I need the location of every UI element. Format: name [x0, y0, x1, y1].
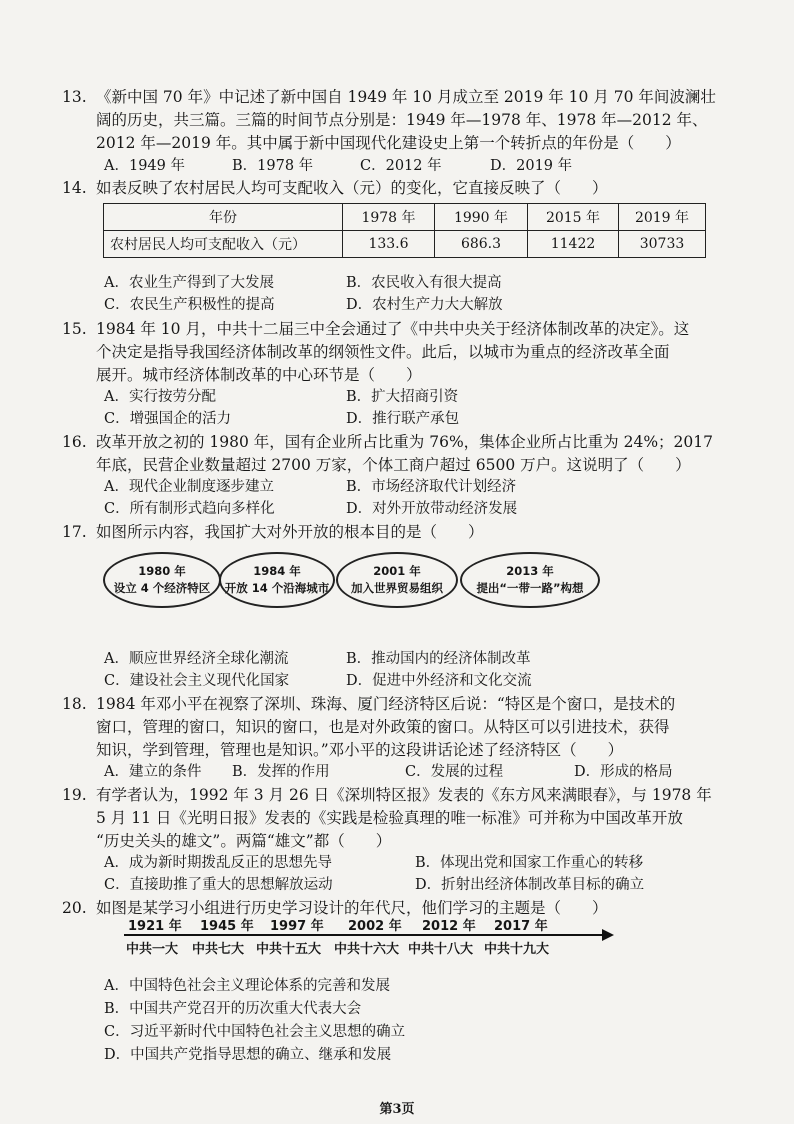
- q16-option-c[interactable]: C．所有制形式趋向多样化: [104, 501, 275, 517]
- q18-number: 18.: [62, 695, 87, 713]
- q15-option-b[interactable]: B．扩大招商引资: [346, 389, 459, 405]
- q16-number: 16.: [62, 433, 87, 451]
- q16-stem-line: 年底，民营企业数量超过 2700 万家，个体工商户超过 6500 万户。这说明了（ ）: [96, 456, 691, 474]
- q15-stem-line: 个决定是指导我国经济体制改革的纲领性文件。此后，以城市为重点的经济改革全面: [96, 343, 670, 361]
- event-ellipse: [336, 552, 458, 608]
- q16-option-b[interactable]: B．市场经济取代计划经济: [346, 479, 517, 495]
- q15-stem-line: 1984 年 10 月，中共十二届三中全会通过了《中共中央关于经济体制改革的决定》。这: [96, 320, 690, 338]
- q17-option-a[interactable]: A．顺应世界经济全球化潮流: [104, 651, 289, 667]
- q14-option-d[interactable]: D．农村生产力大大解放: [346, 297, 503, 313]
- q13-option-b[interactable]: B．1978 年: [232, 158, 314, 174]
- q15-stem-line: 展开。城市经济体制改革的中心环节是（ ）: [96, 366, 422, 384]
- q18-stem-line: 知识，学到管理，管理也是知识。”邓小平的这段讲话论述了经济特区（ ）: [96, 741, 624, 759]
- q19-option-c[interactable]: C．直接助推了重大的思想解放运动: [104, 877, 333, 893]
- event-year: 1980 年: [138, 564, 186, 578]
- timeline-year: 1921 年: [128, 919, 182, 934]
- q14-number: 14.: [62, 179, 87, 197]
- q13-number: 13.: [62, 88, 87, 106]
- event-text: 加入世界贸易组织: [351, 581, 443, 595]
- timeline-arrow-icon: [602, 929, 614, 941]
- table-cell: 2019 年: [619, 204, 706, 231]
- q13-option-a[interactable]: A．1949 年: [104, 158, 185, 174]
- event-year: 2001 年: [373, 564, 421, 578]
- timeline-congress: 中共一大: [126, 942, 179, 957]
- timeline-year: 1945 年: [200, 919, 254, 934]
- event-ellipse: [103, 552, 221, 608]
- q18-option-a[interactable]: A．建立的条件: [104, 764, 202, 780]
- q13-stem-line: 2012 年—2019 年。其中属于新中国现代化建设史上第一个转折点的年份是（ ）: [96, 134, 681, 152]
- q20-option-a[interactable]: A．中国特色社会主义理论体系的完善和发展: [104, 978, 390, 994]
- q18-stem-line: 1984 年邓小平在视察了深圳、珠海、厦门经济特区后说：“特区是个窗口，是技术的: [96, 695, 676, 713]
- q17-stem: 如图所示内容，我国扩大对外开放的根本目的是（ ）: [96, 523, 484, 541]
- q19-option-a[interactable]: A．成为新时期拨乱反正的思想先导: [104, 855, 332, 871]
- table-cell: 2015 年: [528, 204, 619, 231]
- q20-stem: 如图是某学习小组进行历史学习设计的年代尺，他们学习的主题是（ ）: [96, 899, 608, 917]
- event-text: 开放 14 个沿海城市: [224, 581, 330, 595]
- event-ellipse: [460, 552, 600, 608]
- event-ellipse: [219, 552, 335, 608]
- q16-stem-line: 改革开放之初的 1980 年，国有企业所占比重为 76%，集体企业所占比重为 24%；2017: [96, 433, 714, 451]
- q20-option-d[interactable]: D．中国共产党指导思想的确立、继承和发展: [104, 1047, 392, 1063]
- q20-option-c[interactable]: C．习近平新时代中国特色社会主义思想的确立: [104, 1024, 406, 1040]
- table-cell: 农村居民人均可支配收入（元）: [104, 231, 343, 258]
- event-year: 2013 年: [506, 564, 554, 578]
- event-text: 设立 4 个经济特区: [113, 581, 211, 595]
- table-cell: 133.6: [343, 231, 435, 258]
- q15-option-a[interactable]: A．实行按劳分配: [104, 389, 216, 405]
- event-text: 提出“一带一路”构想: [476, 581, 584, 595]
- timeline-axis: [124, 934, 606, 936]
- timeline-year: 2002 年: [348, 919, 402, 934]
- timeline-year: 2017 年: [494, 919, 548, 934]
- q14-stem: 如表反映了农村居民人均可支配收入（元）的变化，它直接反映了（ ）: [96, 179, 608, 197]
- income-table: [103, 203, 706, 258]
- q17-option-c[interactable]: C．建设社会主义现代化国家: [104, 673, 290, 689]
- q18-stem-line: 窗口，管理的窗口，知识的窗口，也是对外政策的窗口。从特区可以引进技术，获得: [96, 718, 670, 736]
- q18-option-b[interactable]: B．发挥的作用: [232, 764, 330, 780]
- timeline-congress: 中共十八大: [408, 942, 474, 957]
- timeline-congress: 中共七大: [192, 942, 245, 957]
- q15-option-c[interactable]: C．增强国企的活力: [104, 411, 232, 427]
- q15-option-d[interactable]: D．推行联产承包: [346, 411, 460, 427]
- table-cell: 686.3: [435, 231, 528, 258]
- q13-option-c[interactable]: C．2012 年: [360, 158, 442, 174]
- q17-option-d[interactable]: D．促进中外经济和文化交流: [346, 673, 532, 689]
- q19-stem-line: 5 月 11 日《光明日报》发表的《实践是检验真理的唯一标准》可并称为中国改革开放: [96, 809, 683, 827]
- page-number: 第3页: [379, 1102, 415, 1117]
- q16-option-a[interactable]: A．现代企业制度逐步建立: [104, 479, 274, 495]
- table-cell: 30733: [619, 231, 706, 258]
- q15-number: 15.: [62, 320, 87, 338]
- event-year: 1984 年: [253, 564, 301, 578]
- timeline-year: 1997 年: [270, 919, 324, 934]
- q19-option-d[interactable]: D．折射出经济体制改革目标的确立: [415, 877, 645, 893]
- q13-stem-line: 阔的历史，共三篇。三篇的时间节点分别是：1949 年—1978 年、1978 年—2012 年、: [96, 111, 708, 129]
- q14-option-a[interactable]: A．农业生产得到了大发展: [104, 275, 274, 291]
- q20-number: 20.: [62, 899, 87, 917]
- table-cell: 年份: [104, 204, 343, 231]
- q19-number: 19.: [62, 786, 87, 804]
- q19-stem-line: “历史关头的雄文”。两篇“雄文”都（ ）: [96, 832, 392, 850]
- q17-option-b[interactable]: B．推动国内的经济体制改革: [346, 651, 531, 667]
- timeline-congress: 中共十五大: [256, 942, 322, 957]
- timeline-congress: 中共十九大: [484, 942, 550, 957]
- q14-option-b[interactable]: B．农民收入有很大提高: [346, 275, 502, 291]
- q18-option-c[interactable]: C．发展的过程: [405, 764, 504, 780]
- table-cell: 11422: [528, 231, 619, 258]
- q19-option-b[interactable]: B．体现出党和国家工作重心的转移: [415, 855, 644, 871]
- q16-option-d[interactable]: D．对外开放带动经济发展: [346, 501, 518, 517]
- timeline-congress: 中共十六大: [334, 942, 400, 957]
- q19-stem-line: 有学者认为，1992 年 3 月 26 日《深圳特区报》发表的《东方风来满眼春》，与 1978 年: [96, 786, 712, 804]
- q20-option-b[interactable]: B．中国共产党召开的历次重大代表大会: [104, 1001, 362, 1017]
- table-cell: 1978 年: [343, 204, 435, 231]
- q14-option-c[interactable]: C．农民生产积极性的提高: [104, 297, 275, 313]
- q18-option-d[interactable]: D．形成的格局: [574, 764, 673, 780]
- q17-number: 17.: [62, 523, 87, 541]
- q13-option-d[interactable]: D．2019 年: [490, 158, 573, 174]
- table-header-row: [104, 204, 706, 231]
- table-row: [104, 231, 706, 258]
- q13-stem-line: 《新中国 70 年》中记述了新中国自 1949 年 10 月成立至 2019 年 10 月 70 年间波澜壮: [96, 88, 716, 106]
- table-cell: 1990 年: [435, 204, 528, 231]
- timeline-year: 2012 年: [422, 919, 476, 934]
